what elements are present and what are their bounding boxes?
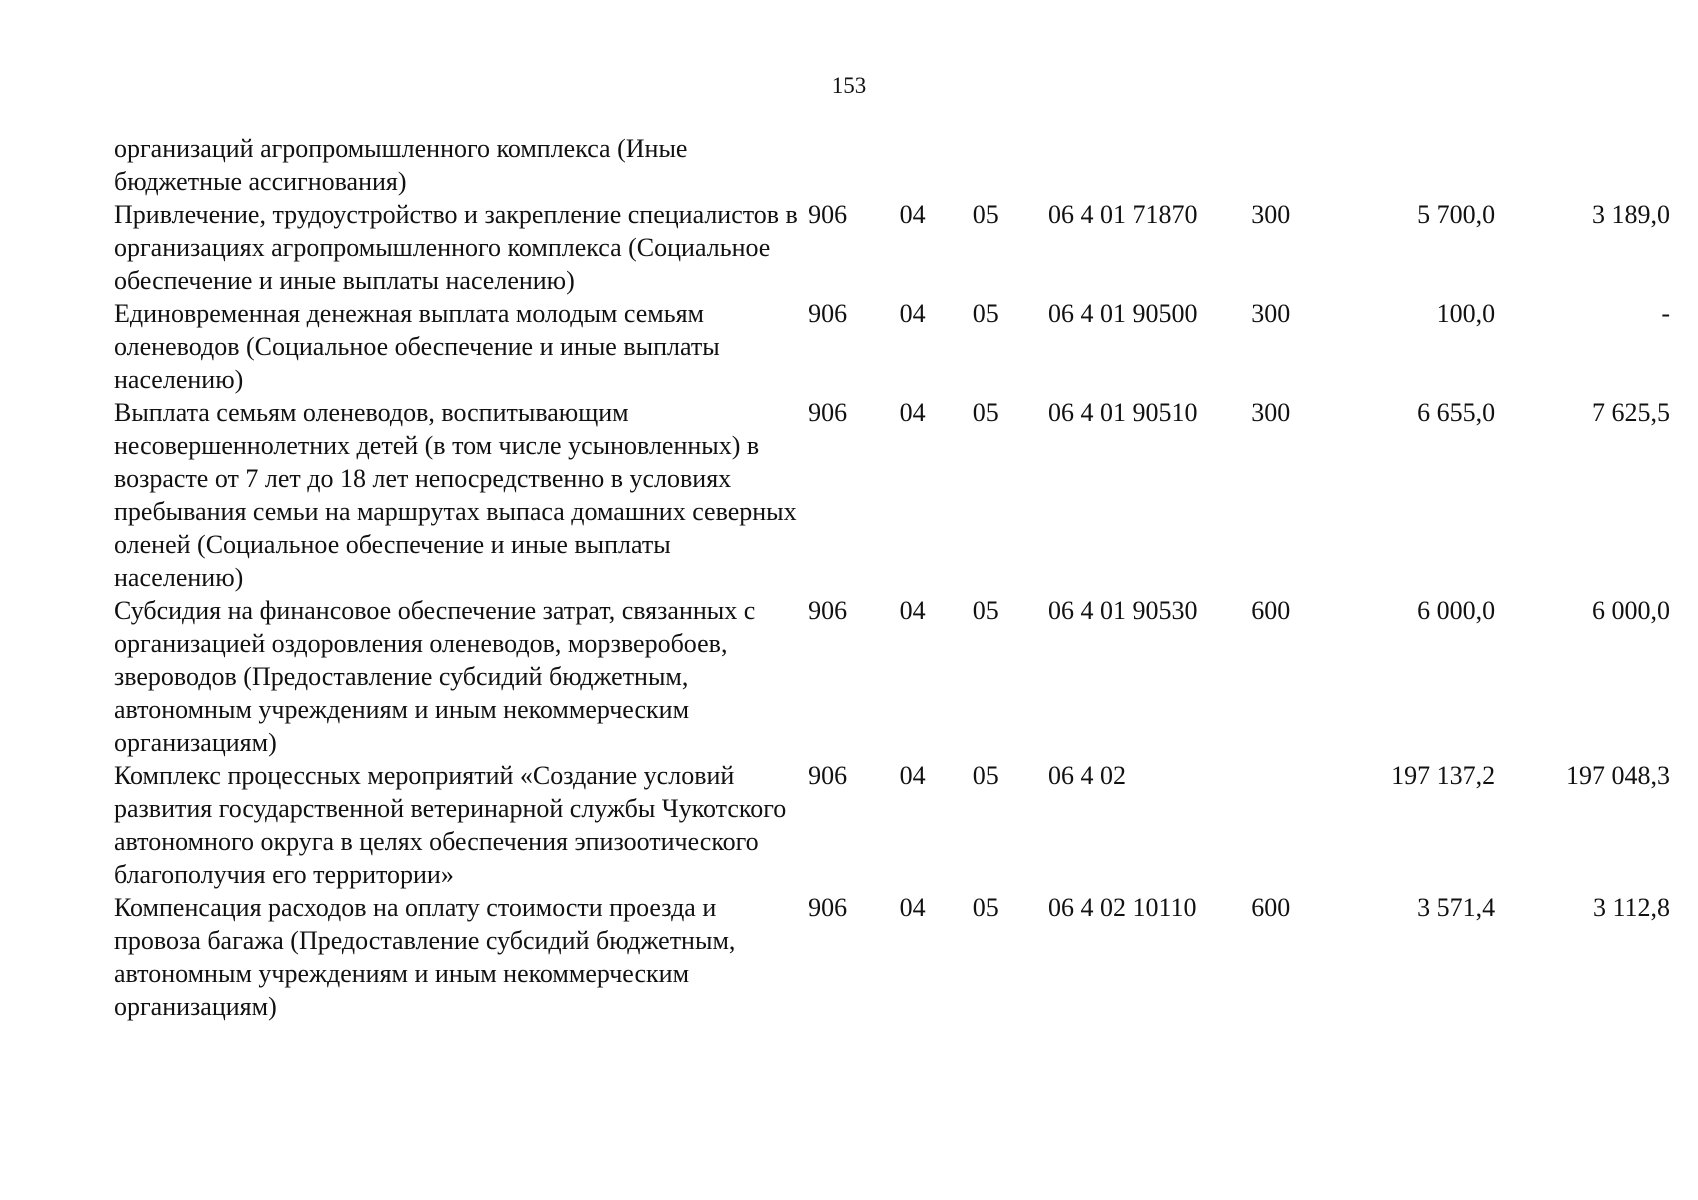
table-row	[114, 594, 1670, 759]
row-name: Единовременная денежная выплата молодым семьям оленеводов (Социальное обеспечение и иные выплаты населению)	[114, 299, 720, 394]
row-expense-type: 300	[1251, 299, 1291, 328]
row-name: Компенсация расходов на оплату стоимости проезда и провоза багажа (Предоставление субсидий бюджетным, автономным учреждениям и иным некоммерческим организациям)	[114, 893, 736, 1021]
row-section-code: 04	[899, 893, 926, 922]
row-amount-2: -	[1661, 299, 1670, 328]
row-subsection-code	[973, 132, 1048, 198]
row-name: Привлечение, трудоустройство и закрепление специалистов в организациях агропромышленного комплекса (Социальное обеспечение и иные выплаты населению)	[114, 200, 798, 295]
row-amount-1: 3 571,4	[1417, 893, 1496, 922]
row-subsection-code: 05	[972, 596, 999, 625]
row-target-code: 06 4 01 90530	[1047, 596, 1198, 625]
row-expense-type	[1251, 759, 1332, 891]
row-ministry-code: 906	[808, 893, 848, 922]
row-amount-1: 197 137,2	[1391, 761, 1496, 790]
row-subsection-code: 05	[972, 299, 999, 328]
row-amount-1: 6 000,0	[1417, 596, 1496, 625]
row-amount-1: 5 700,0	[1417, 200, 1496, 229]
row-amount-2: 3 112,8	[1592, 893, 1670, 922]
row-amount-2: 197 048,3	[1566, 761, 1670, 790]
row-amount-1: 100,0	[1436, 299, 1496, 328]
table-row	[114, 297, 1670, 396]
table-row	[114, 759, 1670, 891]
table-row	[114, 132, 1670, 198]
row-section-code: 04	[899, 398, 926, 427]
row-amount-2	[1495, 132, 1670, 198]
row-name: организаций агропромышленного комплекса (Иные бюджетные ассигнования)	[114, 134, 688, 196]
table-row	[114, 198, 1670, 297]
row-section-code: 04	[899, 299, 926, 328]
row-section-code: 04	[899, 200, 926, 229]
row-subsection-code: 05	[972, 200, 999, 229]
row-ministry-code	[808, 132, 899, 198]
row-expense-type: 300	[1251, 398, 1291, 427]
row-subsection-code: 05	[972, 893, 999, 922]
row-ministry-code: 906	[808, 398, 848, 427]
row-target-code: 06 4 01 71870	[1047, 200, 1198, 229]
row-amount-1	[1333, 132, 1496, 198]
row-amount-2: 3 189,0	[1592, 200, 1670, 229]
row-target-code: 06 4 02	[1047, 761, 1126, 790]
row-section-code	[900, 132, 973, 198]
row-subsection-code: 05	[972, 761, 999, 790]
table-row	[114, 891, 1670, 1023]
row-amount-2: 7 625,5	[1592, 398, 1670, 427]
row-ministry-code: 906	[808, 200, 848, 229]
budget-table	[114, 132, 1670, 1023]
row-amount-2: 6 000,0	[1592, 596, 1670, 625]
row-name: Субсидия на финансовое обеспечение затрат, связанных с организацией оздоровления оленеводов, морзверобоев, звероводов (Предоставление субсидий бюджетным, автономным учреждениям и иным некоммерческим организациям)	[114, 596, 756, 757]
row-expense-type: 600	[1251, 893, 1291, 922]
row-section-code: 04	[899, 761, 926, 790]
row-ministry-code: 906	[808, 761, 848, 790]
row-name: Выплата семьям оленеводов, воспитывающим несовершеннолетних детей (в том числе усыновленных) в возрасте от 7 лет до 18 лет непосредственно в условиях пребывания семьи на маршрутах выпаса домашних северных оленей (Социальное обеспечение и иные выплаты населению)	[114, 398, 797, 592]
row-target-code: 06 4 01 90510	[1047, 398, 1198, 427]
table-row	[114, 396, 1670, 594]
row-name: Комплекс процессных мероприятий «Создание условий развития государственной ветеринарной службы Чукотского автономного округа в целях обеспечения эпизоотического благополучия его территории»	[114, 761, 787, 889]
row-expense-type	[1251, 132, 1332, 198]
row-target-code: 06 4 01 90500	[1047, 299, 1198, 328]
row-target-code	[1048, 132, 1251, 198]
row-target-code: 06 4 02 10110	[1047, 893, 1197, 922]
row-section-code: 04	[899, 596, 926, 625]
row-subsection-code: 05	[972, 398, 999, 427]
page-number: 153	[831, 73, 867, 98]
row-expense-type: 300	[1251, 200, 1291, 229]
row-amount-1: 6 655,0	[1417, 398, 1496, 427]
row-ministry-code: 906	[808, 596, 848, 625]
row-expense-type: 600	[1251, 596, 1291, 625]
row-ministry-code: 906	[808, 299, 848, 328]
